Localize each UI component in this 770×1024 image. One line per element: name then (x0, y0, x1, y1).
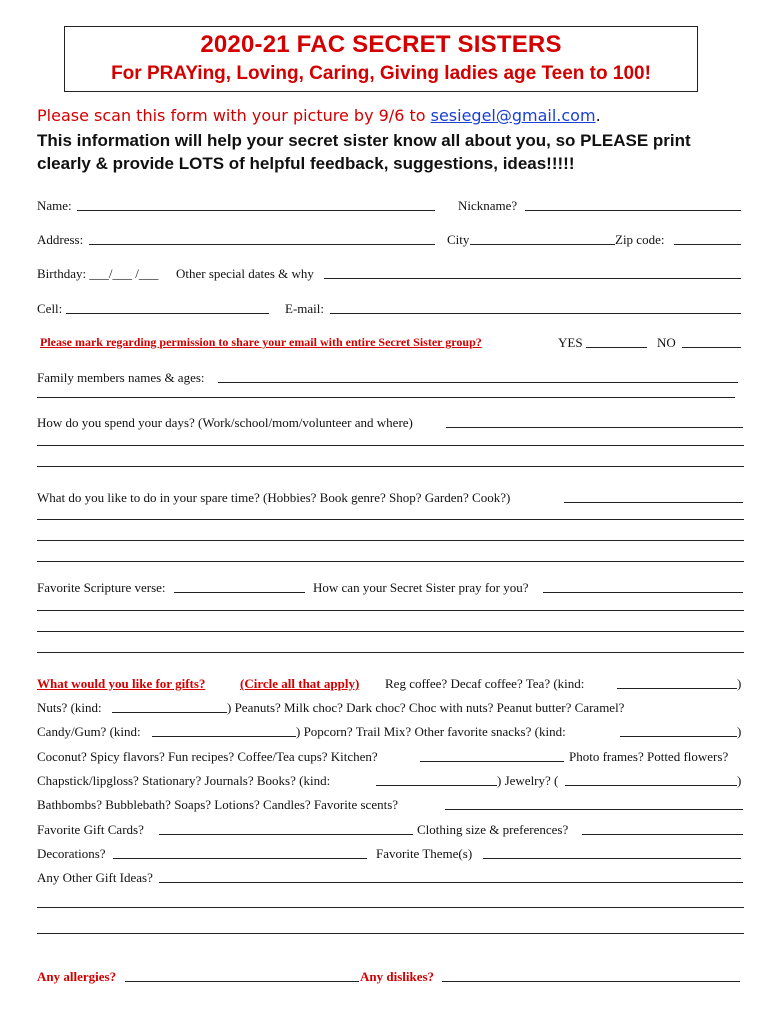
family-row (37, 370, 744, 386)
yes-label: YES (558, 335, 583, 350)
address-row (37, 232, 744, 248)
nuts-label: Nuts? (kind: (37, 700, 102, 715)
other-gifts-label: Any Other Gift Ideas? (37, 870, 153, 885)
address-field[interactable] (89, 232, 435, 245)
days-row (37, 415, 744, 431)
address-label: Address: (37, 232, 84, 247)
theme-label: Favorite Theme(s) (376, 846, 473, 861)
info-text: This information will help your secret sister know all about you, so PLEASE print clearly & provide LOTS of helpful feedback, suggestions, ideas!!!!! (37, 131, 691, 173)
gifts-heading: What would you like for gifts? (37, 676, 206, 691)
candy-kind-field[interactable] (152, 724, 296, 737)
no-field[interactable] (682, 335, 741, 348)
clothing-label: Clothing size & preferences? (417, 822, 569, 837)
gifts-row-3 (37, 724, 744, 740)
pray-field[interactable] (543, 580, 743, 593)
allergies-label: Any allergies? (37, 969, 117, 984)
pray-label: How can your Secret Sister pray for you? (313, 580, 529, 595)
gift-cards-label: Favorite Gift Cards? (37, 822, 144, 837)
gifts-row-7 (37, 822, 744, 838)
city-label: City (447, 232, 470, 247)
spare-time-line-2[interactable] (37, 519, 744, 520)
gifts-row-2-text: ) Peanuts? Milk choc? Dark choc? Choc with nuts? Peanut butter? Caramel? (227, 700, 625, 715)
gifts-row-2 (37, 700, 744, 716)
scan-instruction (37, 106, 601, 125)
name-field[interactable] (77, 198, 435, 211)
title-box (64, 26, 698, 92)
spare-time-label: What do you like to do in your spare time? (Hobbies? Book genre? Shop? Garden? Cook?) (37, 490, 511, 505)
days-line-2[interactable] (37, 445, 744, 446)
gifts-row-9 (37, 870, 744, 886)
candy-label: Candy/Gum? (kind: (37, 724, 141, 739)
books-kind-field[interactable] (376, 773, 497, 786)
allergies-field[interactable] (125, 969, 359, 982)
dislikes-field[interactable] (442, 969, 740, 982)
scan-period: . (595, 106, 601, 125)
zip-field[interactable] (674, 232, 741, 245)
birthday-label: Birthday: ___/___ /___ (37, 266, 159, 281)
gifts-row-6-text: Bathbombs? Bubblebath? Soaps? Lotions? Candles? Favorite scents? (37, 797, 399, 812)
family-label: Family members names & ages: (37, 370, 205, 385)
scripture-label: Favorite Scripture verse: (37, 580, 166, 595)
gifts-row-1 (37, 676, 744, 692)
other-gifts-field[interactable] (159, 870, 743, 883)
pray-line-4[interactable] (37, 652, 744, 653)
other-gifts-line-2[interactable] (37, 907, 744, 908)
spare-time-field[interactable] (564, 490, 743, 503)
yes-field[interactable] (586, 335, 647, 348)
name-label: Name: (37, 198, 72, 213)
days-line-3[interactable] (37, 466, 744, 467)
row3-close: ) (737, 724, 742, 739)
nickname-label: Nickname? (458, 198, 518, 213)
special-dates-label: Other special dates & why (176, 266, 314, 281)
snacks-kind-field[interactable] (620, 724, 737, 737)
zip-label: Zip code: (615, 232, 665, 247)
decorations-field[interactable] (113, 846, 367, 859)
allergies-row (37, 969, 744, 985)
form-subtitle: For PRAYing, Loving, Caring, Giving ladies age Teen to 100! (111, 63, 651, 84)
cell-field[interactable] (66, 301, 269, 314)
gifts-row-5 (37, 773, 744, 789)
days-label: How do you spend your days? (Work/school/mom/volunteer and where) (37, 415, 413, 430)
gifts-row-1-text: Reg coffee? Decaf coffee? Tea? (kind: (385, 676, 585, 691)
gifts-row-4-text-b: Photo frames? Potted flowers? (569, 749, 729, 764)
spare-time-line-3[interactable] (37, 540, 744, 541)
email-link[interactable]: sesiegel@gmail.com (430, 106, 596, 125)
email-field[interactable] (330, 301, 741, 314)
jewelry-field[interactable] (565, 773, 737, 786)
row5-close: ) (737, 773, 742, 788)
family-line-2[interactable] (37, 397, 735, 398)
permission-row (37, 335, 744, 351)
row1-close: ) (737, 676, 742, 691)
special-dates-field[interactable] (324, 266, 741, 279)
circle-instruction: (Circle all that apply) (240, 676, 360, 691)
family-field[interactable] (218, 370, 738, 383)
gifts-row-4 (37, 749, 744, 765)
jewelry-label: ) Jewelry? ( (497, 773, 559, 788)
theme-field[interactable] (483, 846, 741, 859)
clothing-field[interactable] (582, 822, 743, 835)
gifts-row-5-text: Chapstick/lipgloss? Stationary? Journals? Books? (kind: (37, 773, 331, 788)
pray-line-3[interactable] (37, 631, 744, 632)
kitchen-field[interactable] (420, 749, 564, 762)
birthday-row (37, 266, 744, 282)
scripture-field[interactable] (174, 580, 305, 593)
no-label: NO (657, 335, 676, 350)
gifts-row-3-text: ) Popcorn? Trail Mix? Other favorite snacks? (kind: (296, 724, 566, 739)
form-title: 2020-21 FAC SECRET SISTERS (200, 31, 562, 58)
permission-question: Please mark regarding permission to share your email with entire Secret Sister group? (40, 335, 482, 349)
gift-cards-field[interactable] (159, 822, 413, 835)
decorations-label: Decorations? (37, 846, 106, 861)
scripture-row (37, 580, 744, 596)
gifts-row-6 (37, 797, 744, 813)
gifts-row-8 (37, 846, 744, 862)
dislikes-label: Any dislikes? (360, 969, 435, 984)
tea-kind-field[interactable] (617, 676, 737, 689)
scan-text: Please scan this form with your picture by 9/6 to (37, 106, 431, 125)
contact-row (37, 301, 744, 317)
scents-field[interactable] (445, 797, 743, 810)
nuts-kind-field[interactable] (112, 700, 227, 713)
nickname-field[interactable] (525, 198, 741, 211)
pray-line-2[interactable] (37, 610, 744, 611)
gifts-row-4-text: Coconut? Spicy flavors? Fun recipes? Coffee/Tea cups? Kitchen? (37, 749, 378, 764)
name-row (37, 198, 744, 214)
other-gifts-line-3[interactable] (37, 933, 744, 934)
days-field[interactable] (446, 415, 743, 428)
email-label: E-mail: (285, 301, 324, 316)
spare-time-row (37, 490, 744, 506)
cell-label: Cell: (37, 301, 63, 316)
city-field[interactable] (470, 232, 615, 245)
spare-time-line-4[interactable] (37, 561, 744, 562)
